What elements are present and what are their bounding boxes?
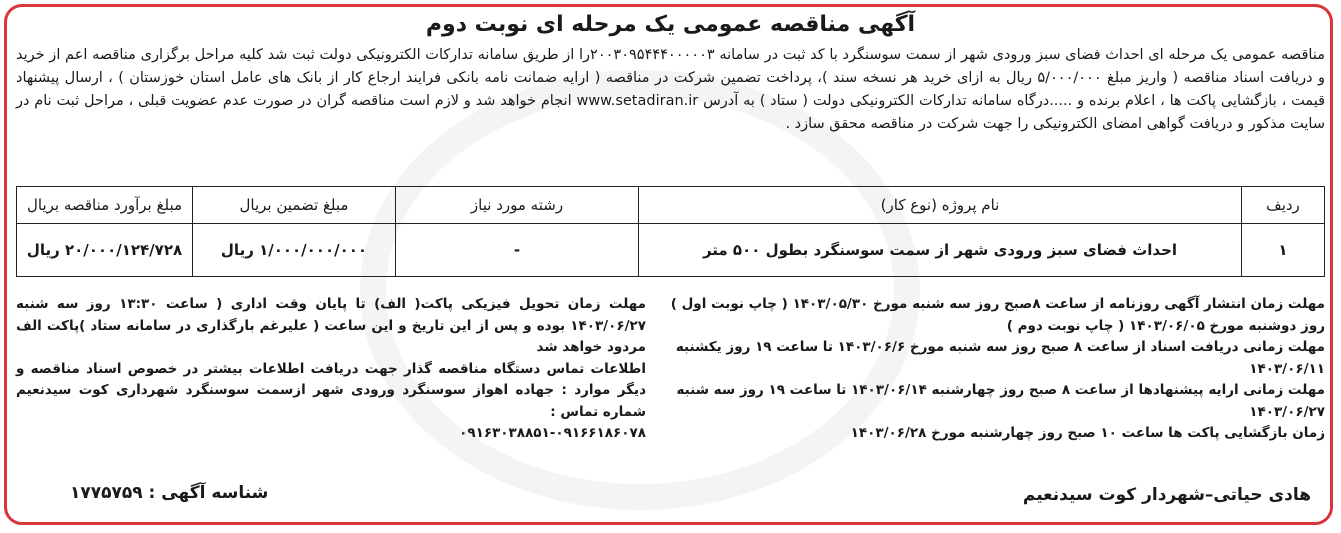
schedule-documents: مهلت زمانی دریافت اسناد از ساعت ۸ صبح روز سه شنبه مورخ ۱۴۰۳/۰۶/۶ تا ساعت ۱۹ روز یکشنبه ۱۴۰۳/۰۶/۱۱	[675, 339, 1325, 377]
table-row	[17, 224, 1325, 277]
notice-intro: مناقصه عمومی یک مرحله ای احداث فضای سبز ورودی شهر از سمت سوسنگرد با کد ثبت در سامانه ۲۰۰۳۰۹۵۴۴۴۰۰۰۰۰۳را از طریق سامانه تدارکات الکترونیکی دولت ثبت شد کلیه مراحل برگزاری مناقصه اعم از خرید و دریافت اسناد مناقصه ( واریز مبلغ ۵/۰۰۰/۰۰۰ ریال به ازای خرید هر نسخه سند )، پرداخت تضمین شرکت در مناقصه ( ارایه ضمانت نامه بانکی فرایند ارجاع کار از بانک های عامل استان خوزستان ) ، ارسال پیشنهاد قیمت ، بازگشایی پاکت ها ، اعلام برنده و .....درگاه سامانه تدارکات الکترونیکی دولت ( ستاد ) به آدرس www.setadiran.ir انجام خواهد شد و لازم است مناقصه گران در صورت عدم عضویت قبلی ، مراحل ثبت نام در سایت مذکور و دریافت گواهی امضای الکترونیکی را جهت شرکت در مناقصه محقق سازد .	[16, 47, 1325, 132]
delivery-deadline: مهلت زمان تحویل فیزیکی پاکت( الف) تا پایان وقت اداری ( ساعت ۱۳:۳۰ روز سه شنبه ۱۴۰۳/۰۶/۲۷ بوده و پس از این تاریخ و این ساعت ( علیرغم بارگذاری در سامانه ستاد )پاکت الف مردود خواهد شد	[16, 296, 646, 355]
header-project-name: نام پروژه (نوع کار)	[639, 187, 1242, 224]
header-required-field: رشته مورد نیاز	[396, 187, 639, 224]
notice-title: آگهی مناقصه عمومی یک مرحله ای نوبت دوم	[425, 12, 916, 37]
cell-project-name: احداث فضای سبز ورودی شهر از سمت سوسنگرد بطول ۵۰۰ متر	[639, 224, 1242, 277]
signature: هادی حیاتی–شهردار کوت سیدنعیم	[1022, 485, 1311, 505]
schedule-publication: مهلت زمان انتشار آگهی روزنامه از ساعت ۸صبح روز سه شنبه مورخ ۱۴۰۳/۰۵/۳۰ ( چاپ نوبت اول ) روز دوشنبه مورخ ۱۴۰۳/۰۶/۰۵ ( چاپ نوبت دوم )	[670, 296, 1325, 334]
contact-info: اطلاعات تماس دستگاه مناقصه گذار جهت دریافت اطلاعات بیشتر در خصوص اسناد مناقصه و دیگر موارد : جهاده اهواز سوسنگرد ورودی شهر ازسمت سوسنگرد شهرداری کوت سیدنعیم شماره تماس :	[16, 360, 646, 420]
delivery-block	[16, 294, 646, 445]
header-guarantee: مبلغ تضمین بریال	[193, 187, 396, 224]
schedule-opening: زمان بازگشایی پاکت ها ساعت ۱۰ صبح روز چهارشنبه مورخ ۱۴۰۳/۰۶/۲۸	[850, 425, 1325, 441]
schedule-block	[665, 294, 1325, 445]
header-row-number: ردیف	[1242, 187, 1325, 224]
table-header-row	[17, 187, 1325, 224]
contact-phones: ۰۹۱۶۳۰۳۸۸۵۱-۰۹۱۶۶۱۸۶۰۷۸	[459, 425, 646, 441]
tender-table	[16, 186, 1325, 277]
cell-guarantee: ۱/۰۰۰/۰۰۰/۰۰۰ ریال	[193, 224, 396, 277]
ad-id: شناسه آگهی : ۱۷۷۵۷۵۹	[70, 483, 269, 503]
cell-row-number: ۱	[1242, 224, 1325, 277]
cell-required-field: -	[396, 224, 639, 277]
schedule-proposals: مهلت زمانی ارایه پیشنهادها از ساعت ۸ صبح روز چهارشنبه ۱۴۰۳/۰۶/۱۴ تا ساعت ۱۹ روز سه شنبه ۱۴۰۳/۰۶/۲۷	[676, 382, 1325, 420]
cell-estimate: ۲۰/۰۰۰/۱۲۴/۷۲۸ ریال	[17, 224, 193, 277]
header-estimate: مبلغ برآورد مناقصه بریال	[17, 187, 193, 224]
